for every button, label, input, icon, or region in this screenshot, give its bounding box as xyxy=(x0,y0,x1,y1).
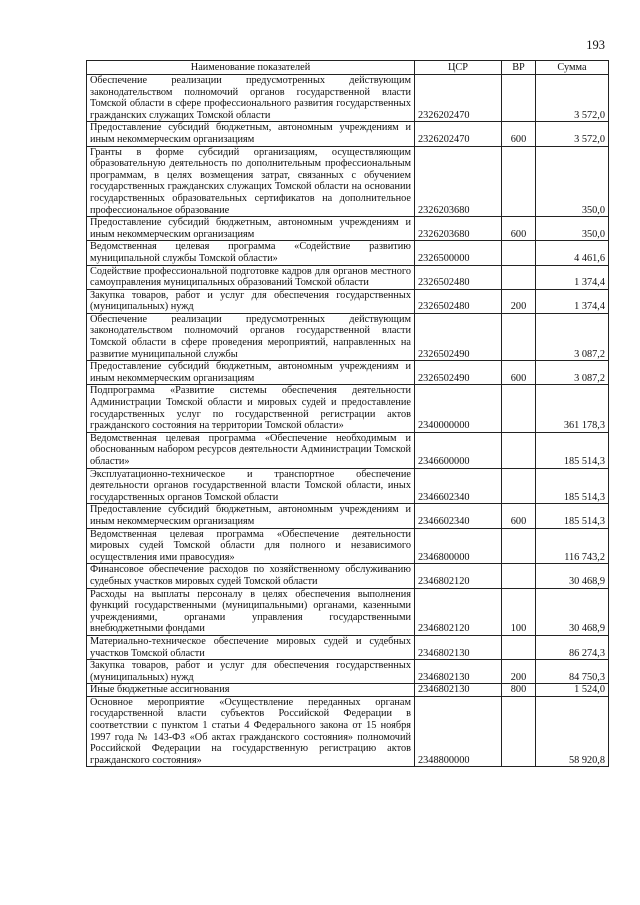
row-sum: 1 374,4 xyxy=(536,265,609,289)
row-vr xyxy=(502,313,536,360)
table-row xyxy=(87,146,609,217)
row-name: Ведомственная целевая программа «Содействие развитию муниципальной службы Томской области» xyxy=(87,241,415,265)
row-name: Закупка товаров, работ и услуг для обеспечения государственных (муниципальных) нужд xyxy=(87,660,415,684)
row-vr: 600 xyxy=(502,217,536,241)
row-csr: 2326502490 xyxy=(415,361,502,385)
row-csr: 2348800000 xyxy=(415,696,502,767)
row-name: Ведомственная целевая программа «Обеспечение необходимым и обоснованным набором ресурсов деятельности Администрации Томской области» xyxy=(87,432,415,468)
row-csr: 2346800000 xyxy=(415,528,502,564)
row-vr xyxy=(502,75,536,122)
table-header-row xyxy=(87,61,609,75)
row-name: Гранты в форме субсидий организациям, осуществляющим образовательную деятельность по дополнительным профессиональным программам, в целях возмещения затрат, связанных с обучением государственных гражданских служащих Томской области на основании государственных образовательных сертификатов на дополнительное профессиональное образование xyxy=(87,146,415,217)
row-vr xyxy=(502,432,536,468)
table-row xyxy=(87,122,609,146)
row-vr xyxy=(502,468,536,504)
table-row xyxy=(87,528,609,564)
row-name: Обеспечение реализации предусмотренных действующим законодательством полномочий органов государственной власти Томской области в сфере профессионального развития государственных гражданских служащих Томской области xyxy=(87,75,415,122)
table-row xyxy=(87,241,609,265)
row-name: Иные бюджетные ассигнования xyxy=(87,684,415,697)
row-csr: 2326203680 xyxy=(415,217,502,241)
row-sum: 3 087,2 xyxy=(536,361,609,385)
header-vr: ВР xyxy=(502,61,536,75)
row-name: Предоставление субсидий бюджетным, автономным учреждениям и иным некоммерческим организациям xyxy=(87,361,415,385)
row-sum: 1 374,4 xyxy=(536,289,609,313)
row-sum: 58 920,8 xyxy=(536,696,609,767)
table-row xyxy=(87,265,609,289)
row-csr: 2326502490 xyxy=(415,313,502,360)
row-csr: 2340000000 xyxy=(415,385,502,432)
row-sum: 116 743,2 xyxy=(536,528,609,564)
header-csr: ЦСР xyxy=(415,61,502,75)
row-sum: 1 524,0 xyxy=(536,684,609,697)
row-csr: 2346802130 xyxy=(415,635,502,659)
row-csr: 2346600000 xyxy=(415,432,502,468)
row-sum: 350,0 xyxy=(536,217,609,241)
table-row xyxy=(87,313,609,360)
row-sum: 30 468,9 xyxy=(536,564,609,588)
row-name: Предоставление субсидий бюджетным, автономным учреждениям и иным некоммерческим организациям xyxy=(87,122,415,146)
row-vr xyxy=(502,265,536,289)
row-csr: 2326500000 xyxy=(415,241,502,265)
row-csr: 2326502480 xyxy=(415,289,502,313)
table-row xyxy=(87,217,609,241)
row-name: Расходы на выплаты персоналу в целях обеспечения выполнения функций государственными (муниципальными) органами, казенными учреждениями, органами управления государственными внебюджетными фондами xyxy=(87,588,415,635)
table-row xyxy=(87,635,609,659)
row-name: Подпрограмма «Развитие системы обеспечения деятельности Администрации Томской области и мировых судей и предоставление государственных услуг по государственной регистрации актов гражданского состояния на территории Томской области» xyxy=(87,385,415,432)
row-csr: 2346802130 xyxy=(415,684,502,697)
row-vr xyxy=(502,528,536,564)
table-row xyxy=(87,660,609,684)
page-number: 193 xyxy=(586,38,605,52)
table-row xyxy=(87,696,609,767)
table-row xyxy=(87,684,609,697)
table-row xyxy=(87,361,609,385)
row-csr: 2346602340 xyxy=(415,468,502,504)
row-vr xyxy=(502,241,536,265)
row-vr xyxy=(502,696,536,767)
table-row xyxy=(87,385,609,432)
header-sum: Сумма xyxy=(536,61,609,75)
table-row xyxy=(87,588,609,635)
table-row xyxy=(87,468,609,504)
row-csr: 2326203680 xyxy=(415,146,502,217)
row-sum: 4 461,6 xyxy=(536,241,609,265)
row-vr: 600 xyxy=(502,504,536,528)
row-name: Предоставление субсидий бюджетным, автономным учреждениям и иным некоммерческим организациям xyxy=(87,504,415,528)
row-csr: 2346802120 xyxy=(415,564,502,588)
row-sum: 3 087,2 xyxy=(536,313,609,360)
row-sum: 3 572,0 xyxy=(536,75,609,122)
row-name: Материально-техническое обеспечение мировых судей и судебных участков Томской области xyxy=(87,635,415,659)
row-sum: 86 274,3 xyxy=(536,635,609,659)
row-name: Обеспечение реализации предусмотренных действующим законодательством полномочий органов государственной власти Томской области в сфере проведения мероприятий, направленных на развитие муниципальной службы xyxy=(87,313,415,360)
row-csr: 2326202470 xyxy=(415,75,502,122)
row-vr xyxy=(502,564,536,588)
row-name: Финансовое обеспечение расходов по хозяйственному обслуживанию судебных участков мировых судей Томской области xyxy=(87,564,415,588)
row-vr: 200 xyxy=(502,660,536,684)
row-vr xyxy=(502,146,536,217)
row-sum: 84 750,3 xyxy=(536,660,609,684)
row-csr: 2346802130 xyxy=(415,660,502,684)
row-vr: 200 xyxy=(502,289,536,313)
row-sum: 361 178,3 xyxy=(536,385,609,432)
row-vr: 800 xyxy=(502,684,536,697)
row-vr: 600 xyxy=(502,361,536,385)
row-sum: 350,0 xyxy=(536,146,609,217)
row-csr: 2346802120 xyxy=(415,588,502,635)
table-row xyxy=(87,504,609,528)
budget-table xyxy=(86,60,609,767)
row-vr xyxy=(502,385,536,432)
row-sum: 185 514,3 xyxy=(536,468,609,504)
table-row xyxy=(87,432,609,468)
row-vr: 100 xyxy=(502,588,536,635)
row-name: Закупка товаров, работ и услуг для обеспечения государственных (муниципальных) нужд xyxy=(87,289,415,313)
row-sum: 30 468,9 xyxy=(536,588,609,635)
table-row xyxy=(87,289,609,313)
table-row xyxy=(87,564,609,588)
header-name: Наименование показателей xyxy=(87,61,415,75)
row-sum: 185 514,3 xyxy=(536,432,609,468)
row-csr: 2326202470 xyxy=(415,122,502,146)
row-vr: 600 xyxy=(502,122,536,146)
row-sum: 185 514,3 xyxy=(536,504,609,528)
row-name: Эксплуатационно-техническое и транспортное обеспечение деятельности органов государственной власти Томской области, иных государственных органов Томской области xyxy=(87,468,415,504)
row-csr: 2346602340 xyxy=(415,504,502,528)
row-vr xyxy=(502,635,536,659)
row-csr: 2326502480 xyxy=(415,265,502,289)
row-sum: 3 572,0 xyxy=(536,122,609,146)
row-name: Ведомственная целевая программа «Обеспечение деятельности мировых судей Томской области для полного и независимого осуществления ими правосудия» xyxy=(87,528,415,564)
row-name: Предоставление субсидий бюджетным, автономным учреждениям и иным некоммерческим организациям xyxy=(87,217,415,241)
row-name: Основное мероприятие «Осуществление переданных органам государственной власти субъектов Российской Федерации в соответствии с пунктом 1 статьи 4 Федерального закона от 15 ноября 1997 года № 143-ФЗ «Об актах гражданского состояния» полномочий Российской Федерации на государственную регистрацию актов гражданского состояния» xyxy=(87,696,415,767)
row-name: Содействие профессиональной подготовке кадров для органов местного самоуправления муниципальных образований Томской области xyxy=(87,265,415,289)
table-row xyxy=(87,75,609,122)
